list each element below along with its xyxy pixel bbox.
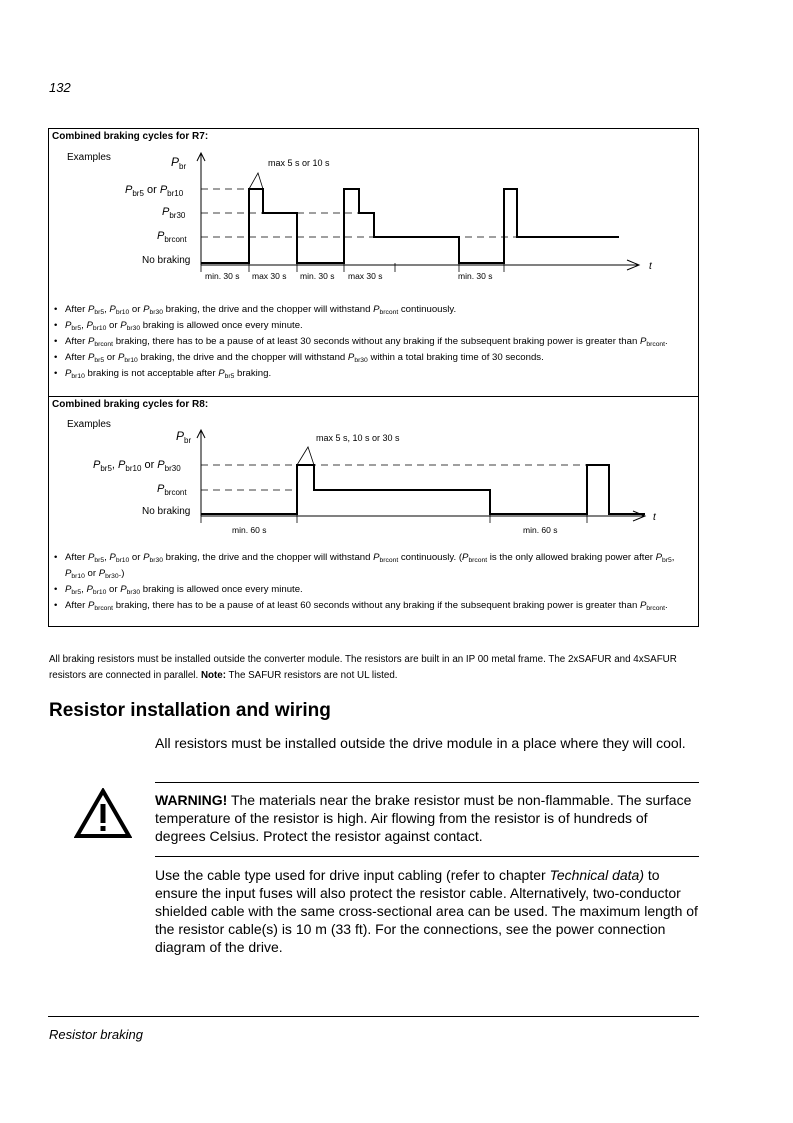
r7-bullet-5: • $P_{br10}$ braking is not acceptable after $P_{br5}$ braking.: [52, 366, 696, 382]
r7-braking-cycle-diagram: [49, 129, 698, 299]
warning-bottom-rule: [155, 856, 699, 857]
r7-axis-label: $P_{br}$: [171, 155, 187, 171]
r8-t-label: t: [653, 512, 656, 523]
r8-interval-1: min. 60 s: [232, 525, 267, 535]
footer-title: Resistor braking: [49, 1027, 143, 1042]
r7-examples-label: Examples: [67, 152, 111, 163]
r7-pbrcont-label: $P_{brcont}$: [157, 230, 187, 244]
r8-no-braking-label: No braking: [142, 506, 191, 517]
r7-bullet-2: • $P_{br5}$, $P_{br10}$ or $P_{br30}$ braking is allowed once every minute.: [52, 318, 696, 334]
r8-bullet-list: [52, 550, 696, 614]
r8-p-label: $P_{br5}$, $P_{br10}$ or $P_{br30}$: [93, 459, 181, 473]
r8-max-note-pointer: [297, 447, 314, 465]
warning-triangle-icon: [74, 788, 132, 840]
cable-paragraph: Use the cable type used for drive input cabling (refer to chapter Technical data) to ensure the input fuses will also protect the resistor cable. Alternatively, two-conductor shielded cable with the same cross-sectional area can be used. The maximum length of the resistor cable(s) is 10 m (33 ft). For the connections, see the power connection diagram of the drive.: [155, 867, 698, 955]
r7-pbr30-label: $P_{br30}$: [162, 206, 186, 220]
r7-interval-1: min. 30 s: [205, 271, 240, 281]
r7-bullet-4: • After $P_{br5}$ or $P_{br10}$ braking, the drive and the chopper will withstand $P_{br30}$ within a total braking time of 30 seconds.: [52, 350, 696, 366]
r8-bullet-3: • After $P_{brcont}$ braking, there has to be a pause of at least 60 seconds without any braking if the subsequent braking power is greater than $P_{brcont}$.: [52, 598, 696, 614]
r7-bullet-list: [52, 302, 696, 382]
r7-section-title: Combined braking cycles for R7:: [52, 131, 209, 142]
r8-braking-cycle-diagram: [49, 397, 698, 537]
r8-bullet-2: • $P_{br5}$, $P_{br10}$ or $P_{br30}$ braking is allowed once every minute.: [52, 582, 696, 598]
safur-note: All braking resistors must be installed outside the converter module. The resistors are built in an IP 00 metal frame. The 2xSAFUR and 4xSAFUR resistors are connected in parallel. Note: The SAFUR resistors are not UL listed.: [49, 654, 677, 681]
r7-interval-5: min. 30 s: [458, 271, 493, 281]
installation-paragraph: All resistors must be installed outside the drive module in a place where they will cool.: [155, 735, 686, 751]
r8-interval-ticks: [201, 514, 587, 523]
r7-no-braking-label: No braking: [142, 255, 191, 266]
r8-bullet-1: • After $P_{br5}$, $P_{br10}$ or $P_{br30}$ braking, the drive and the chopper will withstand $P_{brcont}$ continuously. ($P_{brcont}$ is the only allowed braking power after $P_{br5}$, $P_{br10}$ or $P_{br30}$.): [52, 550, 696, 582]
warning-paragraph: WARNING! The materials near the brake resistor must be non-flammable. The surface temperature of the resistor is high. Air flowing from the resistor is of hundreds of degrees Celsius. Protect the resistor against contact.: [155, 792, 692, 844]
r8-reference-lines: [201, 465, 589, 490]
page-number: 132: [49, 80, 71, 95]
r8-braking-power-curve: [201, 465, 645, 514]
r7-braking-power-curve: [201, 189, 619, 263]
r7-pbr5-label: $P_{br5}$ or $P_{br10}$: [125, 184, 184, 198]
r8-examples-label: Examples: [67, 419, 111, 430]
r7-interval-2: max 30 s: [252, 271, 287, 281]
section-heading: Resistor installation and wiring: [49, 700, 331, 721]
warning-top-rule: [155, 782, 699, 783]
r7-bullet-3: • After $P_{brcont}$ braking, there has to be a pause of at least 30 seconds without any braking if the subsequent braking power is greater than $P_{brcont}$.: [52, 334, 696, 350]
footer-rule: [48, 1016, 699, 1017]
r7-max-note: max 5 s or 10 s: [268, 158, 330, 168]
r7-bullet-1: • After $P_{br5}$, $P_{br10}$ or $P_{br30}$ braking, the drive and the chopper will withstand $P_{brcont}$ continuously.: [52, 302, 696, 318]
r7-t-label: t: [649, 261, 652, 272]
r8-max-note: max 5 s, 10 s or 30 s: [316, 433, 400, 443]
r8-axis-label: $P_{br}$: [176, 429, 192, 445]
r7-interval-4: max 30 s: [348, 271, 383, 281]
braking-cycles-table: [48, 128, 699, 627]
r7-interval-3: min. 30 s: [300, 271, 335, 281]
r8-pbrcont-label: $P_{brcont}$: [157, 483, 187, 497]
r7-max-note-pointer: [249, 173, 263, 189]
r8-section-title: Combined braking cycles for R8:: [52, 399, 209, 410]
r8-interval-2: min. 60 s: [523, 525, 558, 535]
